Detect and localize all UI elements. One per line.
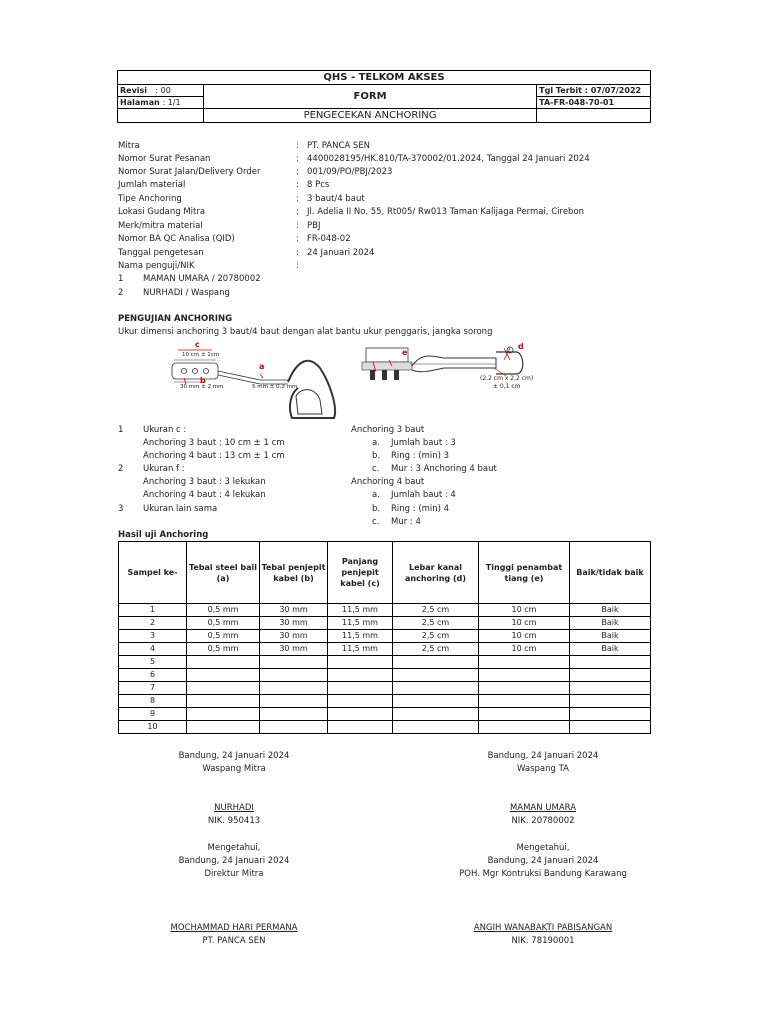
- cell: 6: [119, 669, 187, 682]
- cell: 30 mm: [260, 643, 328, 656]
- cell: [570, 656, 651, 669]
- info-label: Lokasi Gudang Mitra: [118, 207, 206, 217]
- a-label: a: [259, 362, 265, 371]
- cell: Baik: [570, 643, 651, 656]
- criteria-text: Ring : (min) 4: [391, 504, 450, 514]
- sig-role: Waspang TA: [517, 764, 569, 774]
- cell: [328, 695, 393, 708]
- info-label: Nama penguji/NIK: [118, 261, 195, 271]
- sig-place-date: Bandung, 24 Januari 2024: [178, 751, 290, 761]
- criteria-text: Jumlah baut : 4: [391, 490, 456, 500]
- sig-role: Waspang Mitra: [202, 764, 266, 774]
- d-dim: (2,2 cm x 2,2 cm): [480, 375, 534, 382]
- criteria-num: 2: [118, 464, 124, 474]
- criteria-num: 3: [118, 504, 124, 514]
- c-label: c: [195, 340, 200, 349]
- col-header: Tebal steel bail (a): [187, 542, 260, 604]
- table-row: [119, 721, 651, 734]
- info-value: PT. PANCA SEN: [307, 141, 371, 151]
- cell: [260, 656, 328, 669]
- e-label: e: [402, 348, 408, 357]
- cell: 2,5 cm: [393, 643, 479, 656]
- info-value: 3 baut/4 baut: [307, 194, 365, 204]
- sig-place-date: Bandung, 24 Januari 2024: [487, 751, 599, 761]
- sig-nik: NIK. 78190001: [511, 936, 575, 946]
- sig-role: Direktur Mitra: [204, 869, 264, 879]
- table-row: [119, 656, 651, 669]
- criteria-text: Jumlah baut : 3: [391, 438, 456, 448]
- cell: 0,5 mm: [187, 604, 260, 617]
- cell: [570, 695, 651, 708]
- results-title: Hasil uji Anchoring: [118, 530, 209, 540]
- revisi-label: Revisi: [120, 85, 148, 95]
- criteria-text: Anchoring 4 baut : 13 cm ± 1 cm: [143, 451, 285, 461]
- cell: [328, 721, 393, 734]
- cell: [479, 695, 570, 708]
- table-row: [119, 630, 651, 643]
- info-value: 24 Januari 2024: [307, 248, 375, 258]
- org-title: QHS - TELKOM AKSES: [118, 71, 651, 85]
- halaman-cell: [118, 97, 204, 109]
- criteria-text: Anchoring 3 baut : 10 cm ± 1 cm: [143, 438, 285, 448]
- cell: 10 cm: [479, 617, 570, 630]
- criteria-num: 1: [118, 425, 124, 435]
- cell: [570, 682, 651, 695]
- d-label: d: [518, 342, 524, 351]
- sig-place-date: Bandung, 24 Januari 2024: [487, 856, 599, 866]
- cell: [260, 682, 328, 695]
- criteria-text: Anchoring 4 baut : 4 lekukan: [143, 490, 266, 500]
- revisi-value: : 00: [155, 85, 171, 95]
- col-header: Tinggi penambat tiang (e): [479, 542, 570, 604]
- info-value: PBJ: [307, 221, 321, 231]
- form-label: FORM: [203, 85, 536, 109]
- cell: [479, 656, 570, 669]
- pengujian-title: PENGUJIAN ANCHORING: [118, 314, 233, 324]
- cell: [393, 682, 479, 695]
- table-row: [119, 695, 651, 708]
- cell: [328, 669, 393, 682]
- info-label: Merk/mitra material: [118, 221, 203, 231]
- cell: 30 mm: [260, 617, 328, 630]
- cell: [187, 708, 260, 721]
- criteria-text: Ukuran f :: [143, 464, 185, 474]
- col-header: Baik/tidak baik: [570, 542, 651, 604]
- sig-name: MOCHAMMAD HARI PERMANA: [170, 923, 298, 933]
- sig-known: Mengetahui,: [207, 843, 261, 853]
- info-label: Nomor Surat Pesanan: [118, 154, 211, 164]
- cell: 30 mm: [260, 630, 328, 643]
- info-value: 4400028195/HK.810/TA-370002/01.2024, Tanggal 24 Januari 2024: [307, 154, 590, 164]
- cell: 30 mm: [260, 604, 328, 617]
- table-row: [119, 682, 651, 695]
- cell: 1: [119, 604, 187, 617]
- tester-name: MAMAN UMARA / 20780002: [143, 274, 261, 284]
- tester-num: 2: [118, 288, 124, 298]
- cell: 10: [119, 721, 187, 734]
- cell: 9: [119, 708, 187, 721]
- cell: Baik: [570, 617, 651, 630]
- cell: [570, 669, 651, 682]
- cell: 8: [119, 695, 187, 708]
- form-title: PENGECEKAN ANCHORING: [203, 109, 536, 123]
- c-dim: 10 cm ± 1cm: [182, 352, 220, 358]
- b-dim: 30 mm ± 2 mm: [180, 384, 224, 390]
- cell: [479, 708, 570, 721]
- sig-nik: NIK. 20780002: [511, 816, 575, 826]
- info-value: 001/09/PO/PBJ/2023: [307, 167, 393, 177]
- sig-place-date: Bandung, 24 Januari 2024: [178, 856, 290, 866]
- cell: [570, 721, 651, 734]
- info-label: Mitra: [118, 141, 140, 151]
- criteria-text: Ring : (min) 3: [391, 451, 450, 461]
- criteria-num: b.: [372, 451, 381, 461]
- cell: 2: [119, 617, 187, 630]
- header-table: [117, 70, 651, 123]
- cell: [187, 682, 260, 695]
- d-tol: ± 0,1 cm: [493, 383, 521, 390]
- info-label: Tanggal pengetesan: [118, 248, 204, 258]
- tester-num: 1: [118, 274, 124, 284]
- col-header: Lebar kanal anchoring (d): [393, 542, 479, 604]
- cell: 0,5 mm: [187, 617, 260, 630]
- cell: [570, 708, 651, 721]
- table-row: [119, 604, 651, 617]
- cell: [187, 669, 260, 682]
- cell: 11,5 mm: [328, 604, 393, 617]
- halaman-value: : 1/1: [162, 97, 181, 107]
- cell: 0,5 mm: [187, 643, 260, 656]
- cell: [393, 656, 479, 669]
- cell: 11,5 mm: [328, 617, 393, 630]
- cell: [260, 669, 328, 682]
- doc-code: TA-FR-048-70-01: [537, 97, 651, 109]
- sig-role: POH. Mgr Kontruksi Bandung Karawang: [459, 869, 627, 879]
- cell: [328, 708, 393, 721]
- cell: 0,5 mm: [187, 630, 260, 643]
- cell: 10 cm: [479, 604, 570, 617]
- col-header: Sampel ke-: [119, 542, 187, 604]
- criteria-text: Ukuran lain sama: [143, 504, 218, 514]
- cell: [260, 695, 328, 708]
- criteria-text: Ukuran c :: [143, 425, 187, 435]
- cell: [260, 721, 328, 734]
- b-label: b: [200, 376, 206, 385]
- table-row: [119, 643, 651, 656]
- criteria-num: a.: [372, 438, 380, 448]
- anchoring-diagram: [160, 338, 540, 426]
- halaman-label: Halaman: [120, 97, 160, 107]
- info-label: Nomor BA QC Analisa (QID): [118, 234, 235, 244]
- pengujian-desc: Ukur dimensi anchoring 3 baut/4 baut dengan alat bantu ukur penggaris, jangka sorong: [118, 327, 493, 337]
- info-value: Jl. Adelia II No. 55, Rt005/ Rw013 Taman Kalijaga Permai, Cirebon: [307, 207, 585, 217]
- criteria-text: Anchoring 4 baut: [351, 477, 425, 487]
- info-label: Nomor Surat Jalan/Delivery Order: [118, 167, 261, 177]
- tester-name: NURHADI / Waspang: [143, 288, 230, 298]
- criteria-num: c.: [372, 517, 380, 527]
- cell: 10 cm: [479, 643, 570, 656]
- cell: 11,5 mm: [328, 630, 393, 643]
- cell: 2,5 cm: [393, 630, 479, 643]
- sig-nik: NIK. 950413: [207, 816, 261, 826]
- cell: [393, 721, 479, 734]
- cell: [260, 708, 328, 721]
- results-table: [118, 541, 651, 734]
- table-header-row: [119, 542, 651, 604]
- cell: 2,5 cm: [393, 604, 479, 617]
- cell: [479, 669, 570, 682]
- cell: Baik: [570, 630, 651, 643]
- criteria-text: Mur : 3 Anchoring 4 baut: [391, 464, 497, 474]
- cell: 10 cm: [479, 630, 570, 643]
- sig-name: MAMAN UMARA: [509, 803, 577, 813]
- a-dim: 5 mm ± 0,3 mm: [252, 384, 298, 390]
- sig-name: ANGIH WANABAKTI PABISANGAN: [473, 923, 613, 933]
- table-row: [119, 617, 651, 630]
- cell: 7: [119, 682, 187, 695]
- sig-company: PT. PANCA SEN: [202, 936, 266, 946]
- criteria-text: Anchoring 3 baut: [351, 425, 425, 435]
- revisi-cell: [118, 85, 204, 97]
- cell: [328, 682, 393, 695]
- table-row: [119, 669, 651, 682]
- criteria-num: b.: [372, 504, 381, 514]
- cell: [187, 695, 260, 708]
- cell: 11,5 mm: [328, 643, 393, 656]
- cell: [187, 656, 260, 669]
- tgl-terbit: Tgl Terbit : 07/07/2022: [537, 85, 651, 97]
- sig-known: Mengetahui,: [516, 843, 570, 853]
- cell: [393, 669, 479, 682]
- cell: [479, 682, 570, 695]
- table-row: [119, 708, 651, 721]
- cell: 4: [119, 643, 187, 656]
- cell: Baik: [570, 604, 651, 617]
- cell: 5: [119, 656, 187, 669]
- criteria-text: Mur : 4: [391, 517, 421, 527]
- cell: [187, 721, 260, 734]
- info-label: Tipe Anchoring: [118, 194, 182, 204]
- criteria-text: Anchoring 3 baut : 3 lekukan: [143, 477, 266, 487]
- cell: 3: [119, 630, 187, 643]
- info-value: 8 Pcs: [307, 180, 330, 190]
- info-label: Jumlah material: [118, 180, 186, 190]
- info-value: FR-048-02: [307, 234, 351, 244]
- cell: [479, 721, 570, 734]
- cell: [393, 695, 479, 708]
- criteria-num: c.: [372, 464, 380, 474]
- cell: [393, 708, 479, 721]
- col-header: Panjang penjepit kabel (c): [328, 542, 393, 604]
- cell: 2,5 cm: [393, 617, 479, 630]
- criteria-num: a.: [372, 490, 380, 500]
- sig-name: NURHADI: [214, 803, 254, 813]
- col-header: Tebal penjepit kabel (b): [260, 542, 328, 604]
- cell: [328, 656, 393, 669]
